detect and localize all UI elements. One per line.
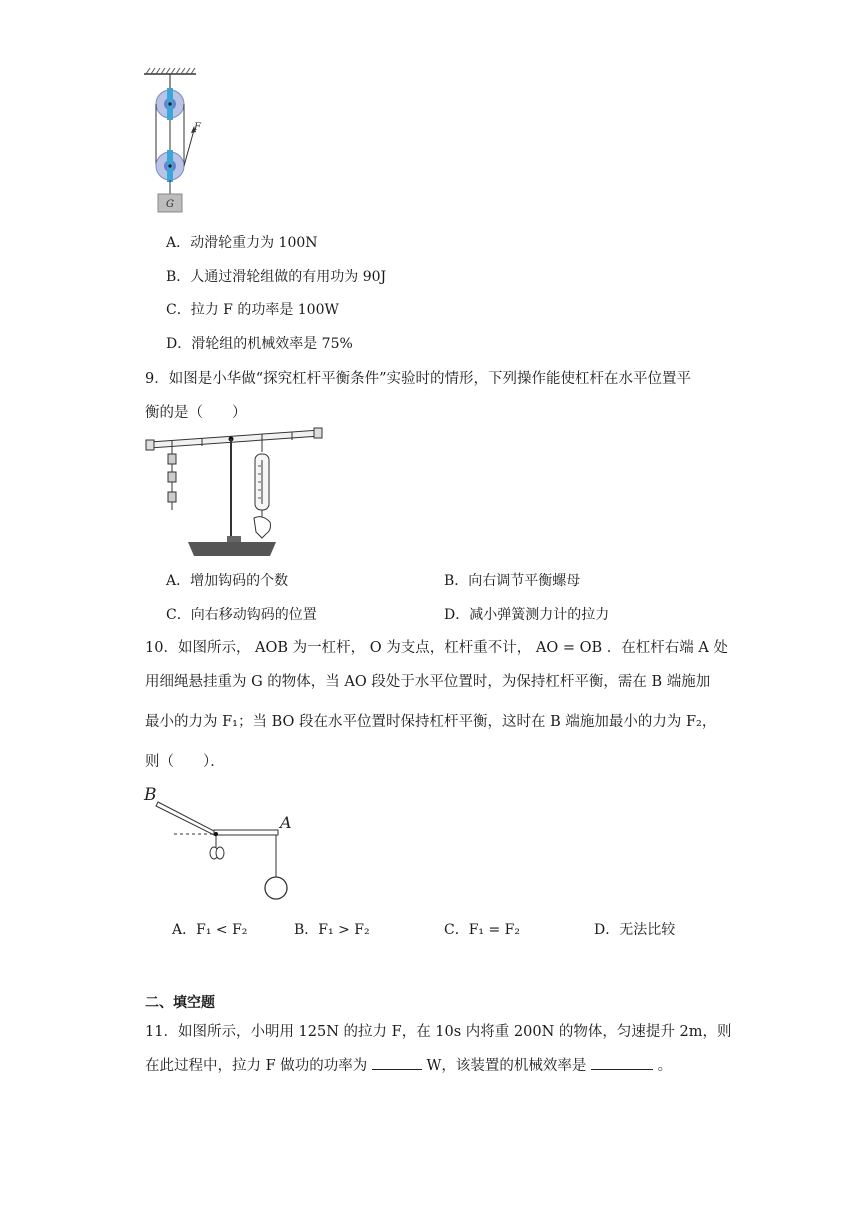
q10-option-c: C．F₁ = F₂ [444,922,520,938]
hand-icon [254,517,271,538]
q9-stem-line2: 衡的是（ ） [145,405,247,421]
q9-option-a: A．增加钩码的个数 [166,573,289,589]
hanging-ball [265,877,287,899]
q11-text-c: 。 [657,1058,673,1074]
q10-stem-line2: 用细绳悬挂重为 G 的物体，当 AO 段处于水平位置时，为保持杠杆平衡，需在 B 端施加 [145,674,711,690]
label-b: B [144,785,157,805]
hook-weight-3 [168,492,176,502]
q9-option-c: C．向右移动钩码的位置 [166,607,317,623]
q11-stem-line2 [145,1054,672,1075]
q8-option-b: B．人通过滑轮组做的有用功为 90J [166,269,387,285]
section-title: 二、填空题 [145,995,215,1011]
force-label-f: F [194,122,201,133]
pulley-system-figure [138,66,218,216]
q10-option-a: A．F₁ < F₂ [172,922,248,938]
efficiency-answer-blank[interactable] [591,1055,653,1070]
weight-label-g: G [166,199,174,210]
q10-stem-line4: 则（ ）． [145,754,225,770]
q11-text-b: W，该装置的机械效率是 [426,1058,587,1074]
hook-weight-2 [168,472,176,482]
q10-stem-line3: 最小的力为 F₁；当 BO 段在水平位置时保持杠杆平衡，这时在 B 端施加最小的力为 F₂， [145,714,717,730]
q11-stem-line1: 11．如图所示，小明用 125N 的拉力 F，在 10s 内将重 200N 的物体，匀速提升 2m，则 [145,1024,732,1040]
power-answer-blank[interactable] [372,1055,422,1070]
q10-stem-line1: 10．如图所示， AOB 为一杠杆， O 为支点，杠杆重不计， AO = OB ．在杠杆右端 A 处 [145,640,728,656]
q10-option-d: D．无法比较 [594,922,676,938]
q8-option-a: A．动滑轮重力为 100N [166,235,318,251]
q11-text-a: 在此过程中，拉力 F 做功的功率为 [145,1058,368,1074]
q8-option-d: D．滑轮组的机械效率是 75% [166,336,353,352]
lever-aob-figure [140,782,310,906]
hook-weight-1 [168,454,176,464]
lever-experiment-figure [142,424,332,560]
q9-option-d: D．减小弹簧测力计的拉力 [444,607,610,623]
q10-option-b: B．F₁ > F₂ [294,922,370,938]
q8-option-c: C．拉力 F 的功率是 100W [166,302,339,318]
label-a: A [280,813,292,832]
q9-stem-line1: 9．如图是小华做“探究杠杆平衡条件”实验时的情形，下列操作能使杠杆在水平位置平 [145,371,692,387]
ceiling-hatch [144,68,196,74]
q9-option-b: B．向右调节平衡螺母 [444,573,581,589]
